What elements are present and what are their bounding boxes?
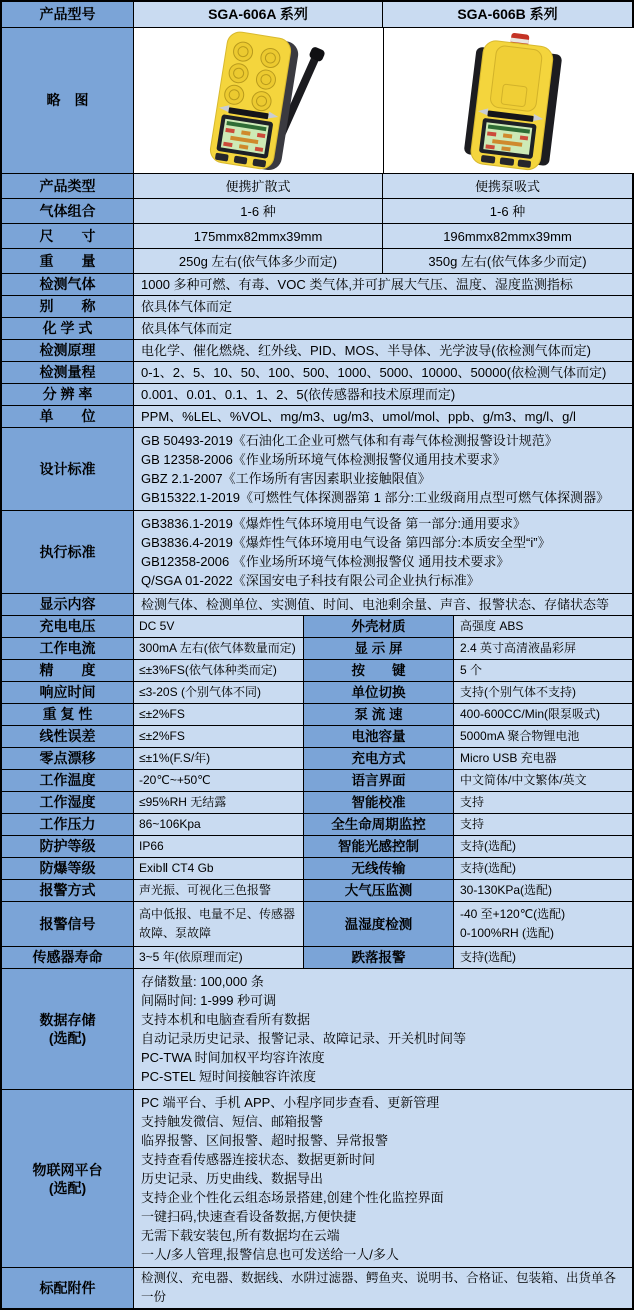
execution-standards-row xyxy=(2,510,632,593)
row-label-left: 零点漂移 xyxy=(2,748,133,769)
feature-line: 支持企业个性化云组态场景搭建,创建个性化监控界面 xyxy=(141,1190,444,1205)
row-value-right: 高强度 ABS xyxy=(453,616,632,637)
row-label xyxy=(2,969,133,1089)
feature-line: PC-STEL 短时间接触容许浓度 xyxy=(141,1069,317,1084)
standard-line: GB3836.4-2019《爆炸性气体环境用电气设备 第四部分:本质安全型“i”》 xyxy=(141,535,551,550)
feature-line: 支持本机和电脑查看所有数据 xyxy=(141,1012,311,1027)
row-label-right: 大气压监测 xyxy=(303,880,453,901)
design-standards-row xyxy=(2,427,632,510)
table-row xyxy=(2,637,632,659)
header-product-model-label: 产品型号 xyxy=(2,2,133,27)
row-label-right: 语言界面 xyxy=(303,770,453,791)
header-series-a: SGA-606A 系列 xyxy=(133,2,382,27)
table-row xyxy=(2,703,632,725)
row-value-left: ≤±2%FS xyxy=(133,726,303,747)
row-value: 检测气体、检测单位、实测值、时间、电池剩余量、声音、报警状态、存储状态等 xyxy=(133,594,632,615)
row-value-left: 3~5 年(依原理而定) xyxy=(133,947,303,968)
row-label-left: 工作湿度 xyxy=(2,792,133,813)
row-value xyxy=(133,511,632,593)
row-label-right: 智能校准 xyxy=(303,792,453,813)
row-value xyxy=(133,428,632,510)
standard-line: GB 50493-2019《石油化工企业可燃气体和有毒气体检测报警设计规范》 xyxy=(141,433,558,448)
row-value-right: 支持(选配) xyxy=(453,947,632,968)
row-label-left: 精 度 xyxy=(2,660,133,681)
row-label: 检测气体 xyxy=(2,274,133,295)
row-value: 0.001、0.01、0.1、1、2、5(依传感器和技术原理而定) xyxy=(133,384,632,405)
row-value: 1000 多种可燃、有毒、VOC 类气体,并可扩展大气压、温度、湿度监测指标 xyxy=(133,274,632,295)
sketch-label: 略 图 xyxy=(2,28,133,173)
table-row xyxy=(2,361,632,383)
row-label-left: 充电电压 xyxy=(2,616,133,637)
table-row xyxy=(2,879,632,901)
row-label-left: 防护等级 xyxy=(2,836,133,857)
row-label-left: 重 复 性 xyxy=(2,704,133,725)
row-label-right: 按 键 xyxy=(303,660,453,681)
row-label-right: 无线传输 xyxy=(303,858,453,879)
row-label: 化 学 式 xyxy=(2,318,133,339)
row-value-left: ≤±1%(F.S/年) xyxy=(133,748,303,769)
row-value: 检测仪、充电器、数据线、水阱过滤器、鳄鱼夹、说明书、合格证、包装箱、出货单各一份 xyxy=(133,1268,632,1308)
table-row xyxy=(2,339,632,361)
row-value-right: 支持 xyxy=(453,792,632,813)
row-value-left: 86~106Kpa xyxy=(133,814,303,835)
row-label-left: 工作压力 xyxy=(2,814,133,835)
row-label-right: 跌落报警 xyxy=(303,947,453,968)
row-label: 设计标准 xyxy=(2,428,133,510)
row-label-line: (选配) xyxy=(48,1179,87,1196)
row-value-a: 175mmx82mmx39mm xyxy=(133,224,382,248)
standard-line: GB15322.1-2019《可燃性气体探测器第 1 部分:工业级商用点型可燃气体探测器》 xyxy=(141,490,610,505)
row-value-right: 支持 xyxy=(453,814,632,835)
table-row xyxy=(2,405,632,427)
feature-line: 支持触发微信、短信、邮箱报警 xyxy=(141,1114,324,1129)
row-label: 产品类型 xyxy=(2,174,133,198)
feature-line: 支持查看传感器连接状态、数据更新时间 xyxy=(141,1152,376,1167)
product-image-sga606b xyxy=(384,29,634,173)
row-value-left: -20℃~+50℃ xyxy=(133,770,303,791)
row-value-right: 支持(选配) xyxy=(453,836,632,857)
feature-line: 一键扫码,快速查看设备数据,方便快捷 xyxy=(141,1209,357,1224)
row-label: 尺 寸 xyxy=(2,224,133,248)
feature-line: 历史记录、历史曲线、数据导出 xyxy=(141,1171,324,1186)
row-label-right: 温湿度检测 xyxy=(303,902,453,946)
standard-line: GB 12358-2006《作业场所环境气体检测报警仪通用技术要求》 xyxy=(141,452,506,467)
feature-line: 间隔时间: 1-999 秒可调 xyxy=(141,993,277,1008)
row-label: 检测原理 xyxy=(2,340,133,361)
row-label-right: 智能光感控制 xyxy=(303,836,453,857)
table-row xyxy=(2,273,632,295)
standard-line: GB3836.1-2019《爆炸性气体环境用电气设备 第一部分:通用要求》 xyxy=(141,516,527,531)
row-label-right: 显 示 屏 xyxy=(303,638,453,659)
data-storage-row xyxy=(2,968,632,1089)
row-value xyxy=(133,969,632,1089)
feature-line: PC 端平台、手机 APP、小程序同步查看、更新管理 xyxy=(141,1095,440,1110)
row-label: 检测量程 xyxy=(2,362,133,383)
table-row xyxy=(2,813,632,835)
table-row xyxy=(2,857,632,879)
row-value-b: 196mmx82mmx39mm xyxy=(382,224,632,248)
table-row xyxy=(2,593,632,615)
row-value-a: 便携扩散式 xyxy=(133,174,382,198)
row-label-left: 防爆等级 xyxy=(2,858,133,879)
row-value: 依具体气体而定 xyxy=(133,296,632,317)
standard-line: Q/SGA 01-2022《深国安电子科技有限公司企业执行标准》 xyxy=(141,573,480,588)
row-value-right: 2.4 英寸高清液晶彩屏 xyxy=(453,638,632,659)
row-value-b: 1-6 种 xyxy=(382,199,632,223)
feature-line: 存储数量: 100,000 条 xyxy=(141,974,264,989)
feature-line: 一人/多人管理,报警信息也可发送给一人/多人 xyxy=(141,1247,399,1262)
row-label-line: 物联网平台 xyxy=(32,1161,103,1178)
row-label-left: 线性误差 xyxy=(2,726,133,747)
iot-platform-row xyxy=(2,1089,632,1267)
row-label-left: 报警方式 xyxy=(2,880,133,901)
feature-line: 临界报警、区间报警、超时报警、异常报警 xyxy=(141,1133,389,1148)
feature-line: 自动记录历史记录、报警记录、故障记录、开关机时间等 xyxy=(141,1031,467,1046)
table-row xyxy=(2,681,632,703)
row-label: 气体组合 xyxy=(2,199,133,223)
row-label: 执行标准 xyxy=(2,511,133,593)
table-row xyxy=(2,946,632,968)
feature-line: 无需下载安装包,所有数据均在云端 xyxy=(141,1228,340,1243)
row-label: 显示内容 xyxy=(2,594,133,615)
row-value-left: 声光振、可视化三色报警 xyxy=(133,880,303,901)
table-row xyxy=(2,725,632,747)
row-label-right: 电池容量 xyxy=(303,726,453,747)
row-value-a: 250g 左右(依气体多少而定) xyxy=(133,249,382,273)
row-value-left: ≤±2%FS xyxy=(133,704,303,725)
row-value-left: 300mA 左右(依气体数量而定) xyxy=(133,638,303,659)
sketch-row xyxy=(2,27,632,173)
table-row xyxy=(2,173,632,198)
row-label-right: 单位切换 xyxy=(303,682,453,703)
row-value-left: ExibⅡ CT4 Gb xyxy=(133,858,303,879)
table-header-row xyxy=(2,2,632,27)
row-label: 分 辨 率 xyxy=(2,384,133,405)
row-label-right: 泵 流 速 xyxy=(303,704,453,725)
row-value-left: IP66 xyxy=(133,836,303,857)
header-series-b: SGA-606B 系列 xyxy=(382,2,632,27)
row-value-right: 400-600CC/Min(限泵吸式) xyxy=(453,704,632,725)
row-value-b: 350g 左右(依气体多少而定) xyxy=(382,249,632,273)
row-label-left: 工作电流 xyxy=(2,638,133,659)
table-row xyxy=(2,791,632,813)
row-label-left: 报警信号 xyxy=(2,902,133,946)
feature-line: PC-TWA 时间加权平均容许浓度 xyxy=(141,1050,325,1065)
table-row xyxy=(2,223,632,248)
row-value-a: 1-6 种 xyxy=(133,199,382,223)
row-value-right: 30-130KPa(选配) xyxy=(453,880,632,901)
row-value xyxy=(133,1090,632,1267)
product-image-cell-b xyxy=(383,28,634,173)
table-row xyxy=(2,383,632,405)
product-image-sga606a xyxy=(134,29,383,173)
row-label-left: 响应时间 xyxy=(2,682,133,703)
row-value: 0-1、2、5、10、50、100、500、1000、5000、10000、50000(依检测气体而定) xyxy=(133,362,632,383)
row-label-left: 工作温度 xyxy=(2,770,133,791)
table-row xyxy=(2,295,632,317)
table-row xyxy=(2,659,632,681)
row-label-right: 充电方式 xyxy=(303,748,453,769)
table-row xyxy=(2,747,632,769)
row-value-left: ≤±3%FS(依气体种类而定) xyxy=(133,660,303,681)
row-label: 标配附件 xyxy=(2,1268,133,1308)
alarm-signal-row xyxy=(2,901,632,946)
row-value-right xyxy=(453,902,632,946)
product-image-cell-a xyxy=(133,28,383,173)
row-value: 依具体气体而定 xyxy=(133,318,632,339)
row-label-line: (选配) xyxy=(48,1030,87,1046)
table-row xyxy=(2,317,632,339)
row-label: 别 称 xyxy=(2,296,133,317)
accessories-row xyxy=(2,1267,632,1308)
value-line: 0-100%RH (选配) xyxy=(460,926,555,940)
row-value-right: 支持(个别气体不支持) xyxy=(453,682,632,703)
row-value-left: ≤3-20S (个别气体不同) xyxy=(133,682,303,703)
standard-line: GBZ 2.1-2007《工作场所有害因素职业接触限值》 xyxy=(141,471,431,486)
row-label: 重 量 xyxy=(2,249,133,273)
table-row xyxy=(2,835,632,857)
row-value: PPM、%LEL、%VOL、mg/m3、ug/m3、umol/mol、ppb、g/m3、mg/l、g/l xyxy=(133,406,632,427)
table-row xyxy=(2,198,632,223)
row-value-left: 高中低报、电量不足、传感器故障、泵故障 xyxy=(133,902,303,946)
table-row xyxy=(2,615,632,637)
row-label-left: 传感器寿命 xyxy=(2,947,133,968)
row-label-right: 全生命周期监控 xyxy=(303,814,453,835)
row-value-left: DC 5V xyxy=(133,616,303,637)
row-value-right: Micro USB 充电器 xyxy=(453,748,632,769)
row-value-right: 支持(选配) xyxy=(453,858,632,879)
table-row xyxy=(2,248,632,273)
row-value-b: 便携泵吸式 xyxy=(382,174,632,198)
row-value-right: 中文简体/中文繁体/英文 xyxy=(453,770,632,791)
table-row xyxy=(2,769,632,791)
value-line: -40 至+120℃(选配) xyxy=(460,907,566,921)
row-label-right: 外壳材质 xyxy=(303,616,453,637)
row-value-right: 5000mA 聚合物锂电池 xyxy=(453,726,632,747)
standard-line: GB12358-2006 《作业场所环境气体检测报警仪 通用技术要求》 xyxy=(141,554,510,569)
row-value-left: ≤95%RH 无结露 xyxy=(133,792,303,813)
row-value-right: 5 个 xyxy=(453,660,632,681)
row-label xyxy=(2,1090,133,1267)
row-label-line: 数据存储 xyxy=(39,1012,96,1028)
row-value: 电化学、催化燃烧、红外线、PID、MOS、半导体、光学波导(依检测气体而定) xyxy=(133,340,632,361)
row-label: 单 位 xyxy=(2,406,133,427)
